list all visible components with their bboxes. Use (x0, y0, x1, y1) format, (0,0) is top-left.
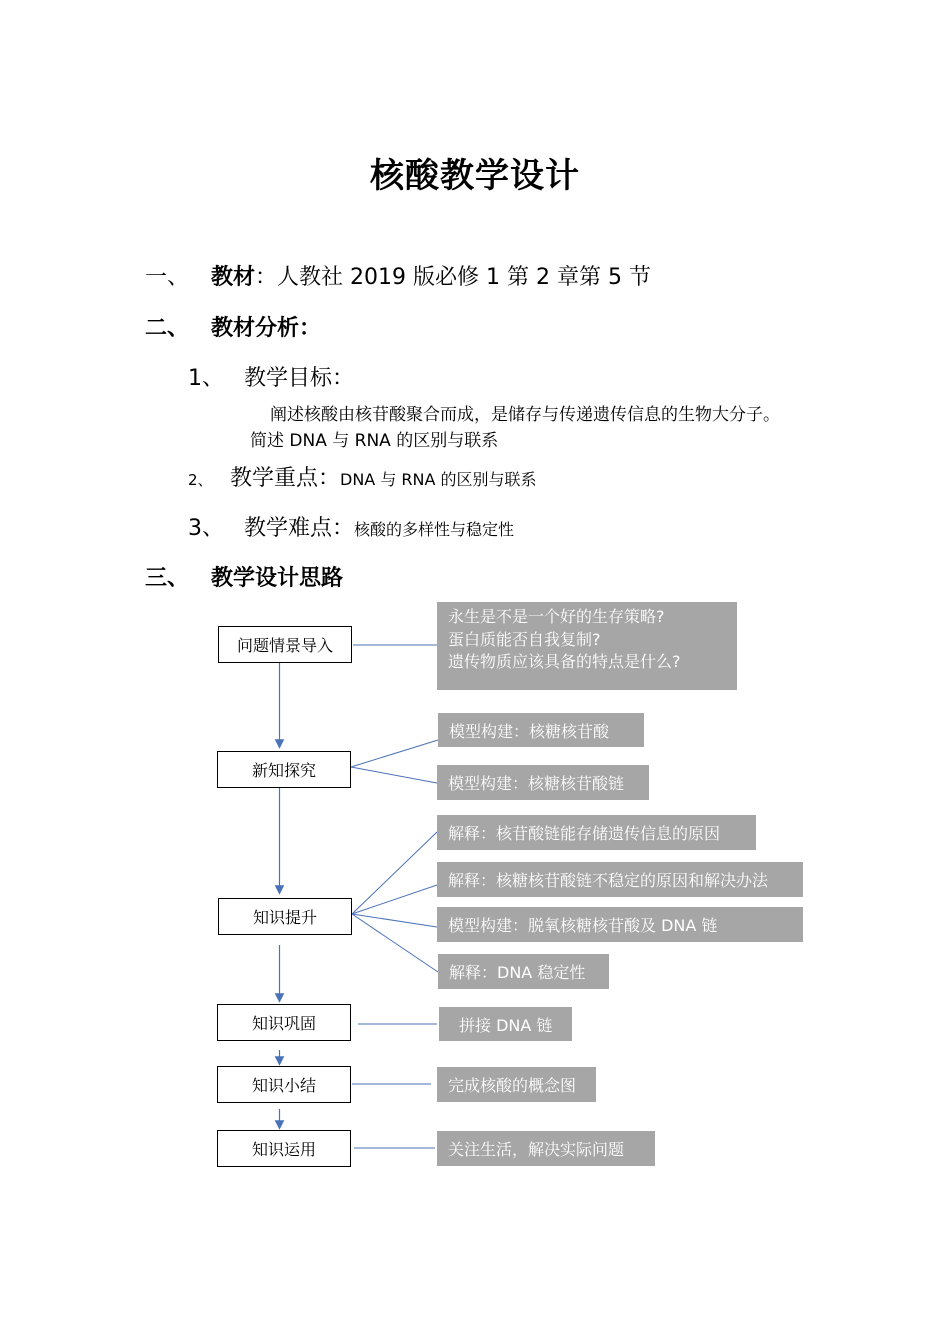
section-3-number: 三、 (145, 566, 190, 591)
teaching-key-point-number: 2、 (188, 471, 213, 489)
teaching-goal-label: 教学目标： (244, 366, 355, 391)
link-improve-note-2 (352, 885, 437, 914)
teaching-goal-line-1: 阐述核酸由核苷酸聚合而成，是储存与传递遗传信息的生物大分子。 (270, 405, 780, 425)
note-intro (437, 602, 737, 690)
teaching-key-point-label: 教学重点： (230, 466, 341, 491)
note-apply: 关注生活，解决实际问题 (437, 1131, 655, 1166)
step-intro: 问题情景导入 (218, 626, 352, 663)
note-improve-2: 解释：核糖核苷酸链不稳定的原因和解决办法 (437, 862, 803, 897)
step-summary: 知识小结 (217, 1066, 351, 1103)
note-improve-3: 模型构建：脱氧核糖核苷酸及 DNA 链 (437, 907, 803, 942)
link-improve-note-3 (352, 914, 437, 927)
section-3-label: 教学设计思路 (211, 566, 344, 591)
section-1-number: 一、 (145, 265, 190, 290)
section-1-label: 教材 (211, 265, 256, 290)
teaching-difficulty-number: 3、 (188, 516, 224, 541)
note-summary: 完成核酸的概念图 (437, 1067, 596, 1102)
teaching-goal-line-2: 简述 DNA 与 RNA 的区别与联系 (250, 431, 499, 451)
note-explore-1: 模型构建：核糖核苷酸 (438, 713, 644, 747)
note-consolidate: 拼接 DNA 链 (439, 1007, 572, 1041)
step-improve: 知识提升 (218, 898, 352, 935)
note-intro-line-2: 蛋白质能否自我复制? (448, 629, 601, 649)
link-improve-note-4 (352, 914, 438, 972)
note-intro-line-3: 遗传物质应该具备的特点是什么? (448, 652, 681, 671)
teaching-difficulty-value: 核酸的多样性与稳定性 (354, 520, 515, 539)
teaching-key-point-value: DNA 与 RNA 的区别与联系 (340, 470, 537, 489)
note-explore-2: 模型构建：核糖核苷酸链 (437, 765, 649, 800)
note-improve-1: 解释：核苷酸链能存储遗传信息的原因 (437, 815, 756, 850)
step-consolidate: 知识巩固 (217, 1004, 351, 1041)
step-explore: 新知探究 (217, 751, 351, 788)
note-improve-4: 解释：DNA 稳定性 (438, 954, 609, 989)
link-improve-note-1 (352, 832, 437, 914)
teaching-goal-number: 1、 (188, 366, 224, 391)
note-intro-line-1: 永生是不是一个好的生存策略? (448, 607, 665, 626)
teaching-difficulty-label: 教学难点： (244, 516, 355, 541)
step-apply: 知识运用 (217, 1130, 351, 1167)
section-2-label: 教材分析： (211, 316, 322, 341)
link-explore-note-1 (351, 740, 438, 767)
link-explore-note-2 (351, 767, 437, 783)
section-1-separator: ： (255, 265, 278, 290)
section-2-number: 二、 (145, 316, 190, 341)
section-1-value: 人教社 2019 版必修 1 第 2 章第 5 节 (277, 265, 651, 290)
page-title: 核酸教学设计 (370, 156, 580, 196)
